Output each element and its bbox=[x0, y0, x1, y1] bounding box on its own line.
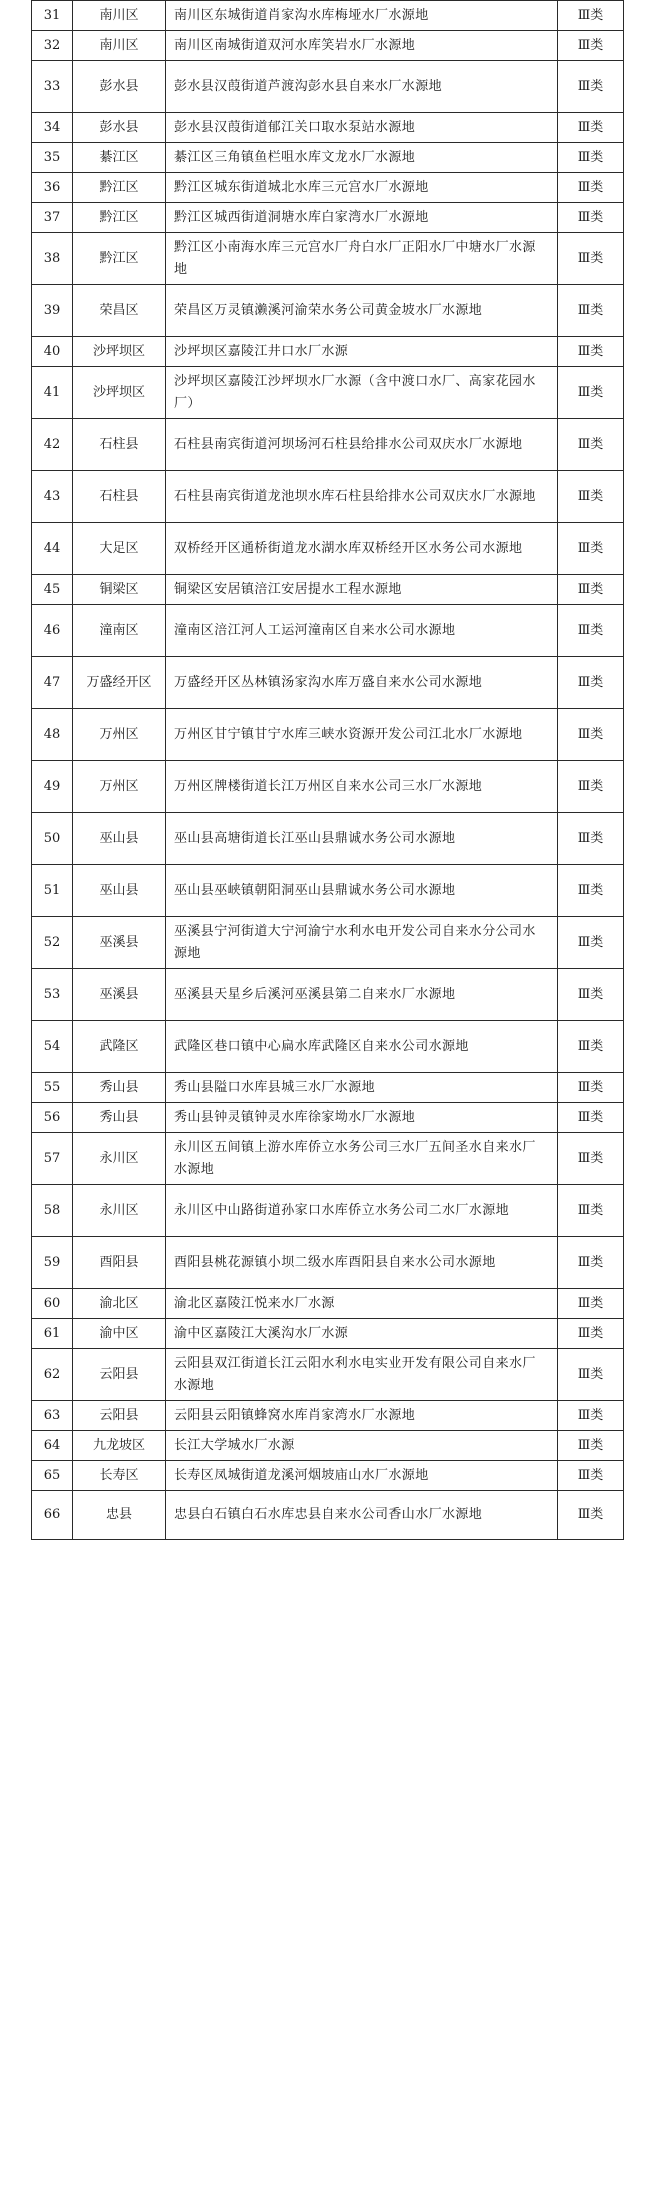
row-class: Ⅲ类 bbox=[558, 1319, 624, 1349]
row-class: Ⅲ类 bbox=[558, 1431, 624, 1461]
table-row bbox=[32, 813, 624, 865]
row-class: Ⅲ类 bbox=[558, 1401, 624, 1431]
row-district: 大足区 bbox=[73, 523, 166, 575]
row-class: Ⅲ类 bbox=[558, 813, 624, 865]
table-row bbox=[32, 969, 624, 1021]
row-class: Ⅲ类 bbox=[558, 917, 624, 969]
row-source: 綦江区三角镇鱼栏咀水库文龙水厂水源地 bbox=[166, 143, 558, 173]
row-class: Ⅲ类 bbox=[558, 1021, 624, 1073]
row-number: 37 bbox=[32, 203, 73, 233]
row-source: 石柱县南宾街道龙池坝水库石柱县给排水公司双庆水厂水源地 bbox=[166, 471, 558, 523]
row-number: 45 bbox=[32, 575, 73, 605]
row-district: 石柱县 bbox=[73, 419, 166, 471]
row-district: 沙坪坝区 bbox=[73, 367, 166, 419]
row-district: 巫山县 bbox=[73, 865, 166, 917]
row-district: 荣昌区 bbox=[73, 285, 166, 337]
row-number: 53 bbox=[32, 969, 73, 1021]
row-source: 云阳县云阳镇蜂窝水库肖家湾水厂水源地 bbox=[166, 1401, 558, 1431]
row-number: 31 bbox=[32, 1, 73, 31]
row-number: 54 bbox=[32, 1021, 73, 1073]
row-source: 沙坪坝区嘉陵江井口水厂水源 bbox=[166, 337, 558, 367]
row-district: 石柱县 bbox=[73, 471, 166, 523]
row-district: 永川区 bbox=[73, 1185, 166, 1237]
table-row bbox=[32, 1073, 624, 1103]
table-row bbox=[32, 1491, 624, 1540]
row-source: 黔江区城东街道城北水库三元宫水厂水源地 bbox=[166, 173, 558, 203]
row-class: Ⅲ类 bbox=[558, 523, 624, 575]
row-source: 巫山县高塘街道长江巫山县鼎诚水务公司水源地 bbox=[166, 813, 558, 865]
row-class: Ⅲ类 bbox=[558, 113, 624, 143]
table-row bbox=[32, 471, 624, 523]
row-number: 61 bbox=[32, 1319, 73, 1349]
row-district: 长寿区 bbox=[73, 1461, 166, 1491]
table-row bbox=[32, 143, 624, 173]
row-district: 巫山县 bbox=[73, 813, 166, 865]
table-row bbox=[32, 917, 624, 969]
row-source: 永川区中山路街道孙家口水库侨立水务公司二水厂水源地 bbox=[166, 1185, 558, 1237]
table-row bbox=[32, 113, 624, 143]
row-source: 黔江区小南海水库三元宫水厂舟白水厂正阳水厂中塘水厂水源地 bbox=[166, 233, 558, 285]
row-number: 49 bbox=[32, 761, 73, 813]
row-source: 万州区甘宁镇甘宁水库三峡水资源开发公司江北水厂水源地 bbox=[166, 709, 558, 761]
row-district: 万州区 bbox=[73, 761, 166, 813]
row-district: 巫溪县 bbox=[73, 969, 166, 1021]
row-class: Ⅲ类 bbox=[558, 1185, 624, 1237]
table-row bbox=[32, 1461, 624, 1491]
row-source: 酉阳县桃花源镇小坝二级水库酉阳县自来水公司水源地 bbox=[166, 1237, 558, 1289]
row-number: 44 bbox=[32, 523, 73, 575]
row-district: 彭水县 bbox=[73, 113, 166, 143]
row-source: 黔江区城西街道洞塘水库白家湾水厂水源地 bbox=[166, 203, 558, 233]
row-number: 36 bbox=[32, 173, 73, 203]
row-number: 33 bbox=[32, 61, 73, 113]
table-row bbox=[32, 285, 624, 337]
row-class: Ⅲ类 bbox=[558, 657, 624, 709]
row-district: 九龙坡区 bbox=[73, 1431, 166, 1461]
row-number: 62 bbox=[32, 1349, 73, 1401]
row-number: 40 bbox=[32, 337, 73, 367]
table-row bbox=[32, 1, 624, 31]
row-district: 酉阳县 bbox=[73, 1237, 166, 1289]
row-number: 39 bbox=[32, 285, 73, 337]
row-number: 48 bbox=[32, 709, 73, 761]
row-district: 云阳县 bbox=[73, 1349, 166, 1401]
row-district: 黔江区 bbox=[73, 173, 166, 203]
table-row bbox=[32, 367, 624, 419]
row-number: 34 bbox=[32, 113, 73, 143]
table-row bbox=[32, 605, 624, 657]
table-row bbox=[32, 1431, 624, 1461]
row-class: Ⅲ类 bbox=[558, 419, 624, 471]
row-district: 巫溪县 bbox=[73, 917, 166, 969]
row-source: 武隆区巷口镇中心扁水库武隆区自来水公司水源地 bbox=[166, 1021, 558, 1073]
row-class: Ⅲ类 bbox=[558, 1461, 624, 1491]
row-source: 巫山县巫峡镇朝阳洞巫山县鼎诚水务公司水源地 bbox=[166, 865, 558, 917]
row-source: 南川区东城街道肖家沟水库梅垭水厂水源地 bbox=[166, 1, 558, 31]
row-district: 铜梁区 bbox=[73, 575, 166, 605]
row-number: 42 bbox=[32, 419, 73, 471]
row-source: 石柱县南宾街道河坝场河石柱县给排水公司双庆水厂水源地 bbox=[166, 419, 558, 471]
row-district: 綦江区 bbox=[73, 143, 166, 173]
row-number: 46 bbox=[32, 605, 73, 657]
row-district: 秀山县 bbox=[73, 1103, 166, 1133]
water-source-table bbox=[31, 0, 624, 1540]
row-source: 秀山县钟灵镇钟灵水库徐家坳水厂水源地 bbox=[166, 1103, 558, 1133]
row-number: 55 bbox=[32, 1073, 73, 1103]
table-row bbox=[32, 575, 624, 605]
row-source: 潼南区涪江河人工运河潼南区自来水公司水源地 bbox=[166, 605, 558, 657]
row-class: Ⅲ类 bbox=[558, 337, 624, 367]
row-class: Ⅲ类 bbox=[558, 1103, 624, 1133]
row-source: 永川区五间镇上游水库侨立水务公司三水厂五间圣水自来水厂水源地 bbox=[166, 1133, 558, 1185]
row-class: Ⅲ类 bbox=[558, 865, 624, 917]
row-number: 56 bbox=[32, 1103, 73, 1133]
row-class: Ⅲ类 bbox=[558, 143, 624, 173]
table-row bbox=[32, 1289, 624, 1319]
row-class: Ⅲ类 bbox=[558, 285, 624, 337]
row-district: 万盛经开区 bbox=[73, 657, 166, 709]
row-number: 58 bbox=[32, 1185, 73, 1237]
table-row bbox=[32, 1185, 624, 1237]
row-class: Ⅲ类 bbox=[558, 969, 624, 1021]
table-row bbox=[32, 1103, 624, 1133]
table-row bbox=[32, 1401, 624, 1431]
row-class: Ⅲ类 bbox=[558, 203, 624, 233]
table-row bbox=[32, 1133, 624, 1185]
table-row bbox=[32, 203, 624, 233]
row-class: Ⅲ类 bbox=[558, 31, 624, 61]
row-district: 武隆区 bbox=[73, 1021, 166, 1073]
row-class: Ⅲ类 bbox=[558, 1237, 624, 1289]
row-source: 双桥经开区通桥街道龙水湖水库双桥经开区水务公司水源地 bbox=[166, 523, 558, 575]
row-district: 渝北区 bbox=[73, 1289, 166, 1319]
row-district: 南川区 bbox=[73, 31, 166, 61]
row-number: 66 bbox=[32, 1491, 73, 1540]
row-source: 荣昌区万灵镇濑溪河渝荣水务公司黄金坡水厂水源地 bbox=[166, 285, 558, 337]
row-number: 60 bbox=[32, 1289, 73, 1319]
table-row bbox=[32, 419, 624, 471]
row-source: 沙坪坝区嘉陵江沙坪坝水厂水源（含中渡口水厂、高家花园水厂） bbox=[166, 367, 558, 419]
row-number: 65 bbox=[32, 1461, 73, 1491]
table-row bbox=[32, 233, 624, 285]
row-source: 渝北区嘉陵江悦来水厂水源 bbox=[166, 1289, 558, 1319]
row-class: Ⅲ类 bbox=[558, 575, 624, 605]
row-source: 忠县白石镇白石水库忠县自来水公司香山水厂水源地 bbox=[166, 1491, 558, 1540]
row-source: 万盛经开区丛林镇汤家沟水库万盛自来水公司水源地 bbox=[166, 657, 558, 709]
row-source: 万州区牌楼街道长江万州区自来水公司三水厂水源地 bbox=[166, 761, 558, 813]
row-class: Ⅲ类 bbox=[558, 1073, 624, 1103]
row-number: 41 bbox=[32, 367, 73, 419]
row-district: 黔江区 bbox=[73, 203, 166, 233]
row-number: 43 bbox=[32, 471, 73, 523]
row-district: 秀山县 bbox=[73, 1073, 166, 1103]
row-number: 51 bbox=[32, 865, 73, 917]
row-district: 渝中区 bbox=[73, 1319, 166, 1349]
row-source: 铜梁区安居镇涪江安居提水工程水源地 bbox=[166, 575, 558, 605]
row-district: 沙坪坝区 bbox=[73, 337, 166, 367]
row-number: 63 bbox=[32, 1401, 73, 1431]
row-class: Ⅲ类 bbox=[558, 1349, 624, 1401]
table-row bbox=[32, 1319, 624, 1349]
table-row bbox=[32, 523, 624, 575]
row-source: 渝中区嘉陵江大溪沟水厂水源 bbox=[166, 1319, 558, 1349]
table-row bbox=[32, 657, 624, 709]
row-number: 35 bbox=[32, 143, 73, 173]
table-row bbox=[32, 173, 624, 203]
row-class: Ⅲ类 bbox=[558, 1133, 624, 1185]
row-source: 长江大学城水厂水源 bbox=[166, 1431, 558, 1461]
row-district: 南川区 bbox=[73, 1, 166, 31]
row-class: Ⅲ类 bbox=[558, 471, 624, 523]
table-row bbox=[32, 865, 624, 917]
row-source: 南川区南城街道双河水库笑岩水厂水源地 bbox=[166, 31, 558, 61]
row-class: Ⅲ类 bbox=[558, 173, 624, 203]
row-number: 32 bbox=[32, 31, 73, 61]
row-class: Ⅲ类 bbox=[558, 367, 624, 419]
row-source: 巫溪县天星乡后溪河巫溪县第二自来水厂水源地 bbox=[166, 969, 558, 1021]
row-number: 64 bbox=[32, 1431, 73, 1461]
row-number: 47 bbox=[32, 657, 73, 709]
row-district: 永川区 bbox=[73, 1133, 166, 1185]
row-district: 忠县 bbox=[73, 1491, 166, 1540]
row-class: Ⅲ类 bbox=[558, 61, 624, 113]
row-class: Ⅲ类 bbox=[558, 761, 624, 813]
row-source: 云阳县双江街道长江云阳水利水电实业开发有限公司自来水厂水源地 bbox=[166, 1349, 558, 1401]
row-number: 59 bbox=[32, 1237, 73, 1289]
row-district: 彭水县 bbox=[73, 61, 166, 113]
row-class: Ⅲ类 bbox=[558, 605, 624, 657]
row-district: 黔江区 bbox=[73, 233, 166, 285]
row-class: Ⅲ类 bbox=[558, 1, 624, 31]
row-source: 巫溪县宁河街道大宁河渝宁水利水电开发公司自来水分公司水源地 bbox=[166, 917, 558, 969]
row-number: 38 bbox=[32, 233, 73, 285]
table-row bbox=[32, 31, 624, 61]
table-row bbox=[32, 61, 624, 113]
row-number: 52 bbox=[32, 917, 73, 969]
table-row bbox=[32, 1021, 624, 1073]
row-district: 云阳县 bbox=[73, 1401, 166, 1431]
table-row bbox=[32, 761, 624, 813]
table-row bbox=[32, 337, 624, 367]
row-source: 长寿区凤城街道龙溪河烟坡庙山水厂水源地 bbox=[166, 1461, 558, 1491]
row-number: 50 bbox=[32, 813, 73, 865]
row-district: 万州区 bbox=[73, 709, 166, 761]
row-class: Ⅲ类 bbox=[558, 709, 624, 761]
row-source: 彭水县汉葭街道郁江关口取水泵站水源地 bbox=[166, 113, 558, 143]
row-number: 57 bbox=[32, 1133, 73, 1185]
row-district: 潼南区 bbox=[73, 605, 166, 657]
table-row bbox=[32, 1237, 624, 1289]
row-class: Ⅲ类 bbox=[558, 1289, 624, 1319]
row-source: 彭水县汉葭街道芦渡沟彭水县自来水厂水源地 bbox=[166, 61, 558, 113]
table-row bbox=[32, 1349, 624, 1401]
row-class: Ⅲ类 bbox=[558, 233, 624, 285]
row-source: 秀山县隘口水库县城三水厂水源地 bbox=[166, 1073, 558, 1103]
row-class: Ⅲ类 bbox=[558, 1491, 624, 1540]
table-row bbox=[32, 709, 624, 761]
